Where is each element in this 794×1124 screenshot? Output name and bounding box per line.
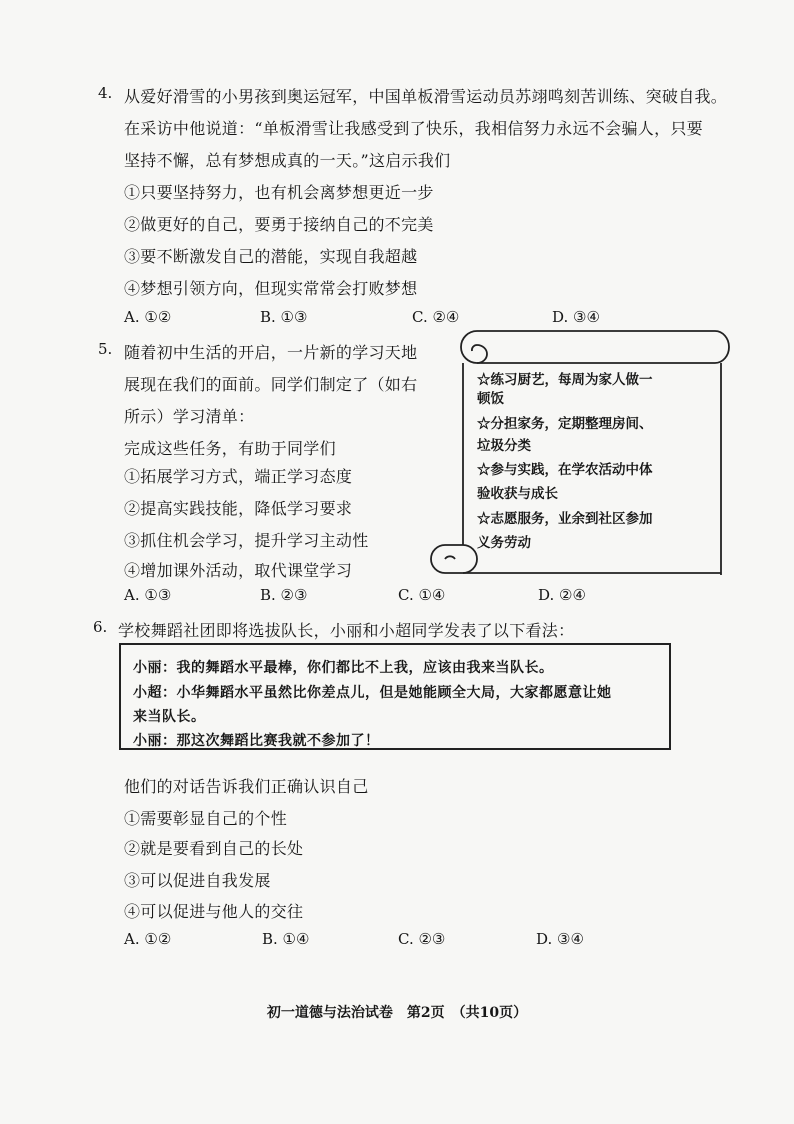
q5-option-a: A. ①③ bbox=[124, 586, 172, 604]
q5-option-c: C. ①④ bbox=[398, 586, 446, 604]
q6-item: ③可以促进自我发展 bbox=[124, 871, 271, 890]
scroll-frame bbox=[425, 327, 735, 582]
page-footer: 初一道德与法治试卷 第2页 （共10页） bbox=[266, 1005, 528, 1021]
q5-stem-line: 展现在我们的面前。同学们制定了（如右 bbox=[124, 375, 418, 394]
q4-number: 4. bbox=[98, 84, 113, 102]
q5-option-d: D. ②④ bbox=[538, 586, 586, 604]
q4-option-c: C. ②④ bbox=[412, 308, 460, 326]
dialogue-line: 小丽：我的舞蹈水平最棒，你们都比不上我，应该由我来当队长。 bbox=[133, 660, 554, 676]
q5-item: ③抓住机会学习，提升学习主动性 bbox=[124, 531, 369, 550]
q6-item: ④可以促进与他人的交往 bbox=[124, 902, 304, 921]
q6-option-a: A. ①② bbox=[124, 930, 172, 948]
q6-item: ②就是要看到自己的长处 bbox=[124, 839, 304, 858]
q4-option-b: B. ①③ bbox=[260, 308, 308, 326]
q4-stem-line: 坚持不懈，总有梦想成真的一天。”这启示我们 bbox=[124, 151, 451, 170]
q4-option-a: A. ①② bbox=[124, 308, 172, 326]
dialogue-line: 来当队长。 bbox=[133, 709, 206, 725]
q5-item: ④增加课外活动，取代课堂学习 bbox=[124, 561, 353, 580]
q5-stem-line: 所示）学习清单： bbox=[124, 407, 255, 426]
dialogue-box bbox=[119, 643, 671, 750]
q6-number: 6. bbox=[93, 618, 108, 636]
dialogue-line: 小丽：那这次舞蹈比赛我就不参加了！ bbox=[133, 733, 380, 749]
q6-stem: 学校舞蹈社团即将选拔队长，小丽和小超同学发表了以下看法： bbox=[118, 621, 575, 640]
q5-stem-line: 随着初中生活的开启，一片新的学习天地 bbox=[124, 343, 418, 362]
q6-item: ①需要彰显自己的个性 bbox=[124, 809, 288, 828]
checklist-line: ☆参与实践，在学农活动中体 bbox=[477, 462, 653, 478]
q4-item: ③要不断激发自己的潜能，实现自我超越 bbox=[124, 247, 418, 266]
q6-option-c: C. ②③ bbox=[398, 930, 446, 948]
checklist-line: 垃圾分类 bbox=[477, 438, 531, 454]
q6-option-d: D. ③④ bbox=[536, 930, 584, 948]
checklist-line: ☆练习厨艺，每周为家人做一 bbox=[477, 372, 653, 388]
q5-stem-line: 完成这些任务，有助于同学们 bbox=[124, 439, 336, 458]
checklist-line: 验收获与成长 bbox=[477, 486, 558, 502]
q4-stem-line: 在采访中他说道：“单板滑雪让我感受到了快乐，我相信努力永远不会骗人，只要 bbox=[124, 119, 703, 138]
q4-option-d: D. ③④ bbox=[552, 308, 600, 326]
dialogue-line: 小超：小华舞蹈水平虽然比你差点儿，但是她能顾全大局，大家都愿意让她 bbox=[133, 685, 612, 701]
checklist-line: 顿饭 bbox=[477, 391, 504, 407]
q5-item: ①拓展学习方式，端正学习态度 bbox=[124, 467, 353, 486]
checklist-line: 义务劳动 bbox=[477, 535, 531, 551]
q6-lead: 他们的对话告诉我们正确认识自己 bbox=[124, 777, 369, 796]
q4-item: ④梦想引领方向，但现实常常会打败梦想 bbox=[124, 279, 418, 298]
q5-option-b: B. ②③ bbox=[260, 586, 308, 604]
q5-item: ②提高实践技能，降低学习要求 bbox=[124, 499, 353, 518]
q6-option-b: B. ①④ bbox=[262, 930, 310, 948]
q5-number: 5. bbox=[98, 340, 113, 358]
q4-stem-line: 从爱好滑雪的小男孩到奥运冠军，中国单板滑雪运动员苏翊鸣刻苦训练、突破自我。 bbox=[124, 87, 728, 106]
q4-item: ①只要坚持努力，也有机会离梦想更近一步 bbox=[124, 183, 434, 202]
checklist-line: ☆分担家务，定期整理房间、 bbox=[477, 416, 653, 432]
checklist-line: ☆志愿服务，业余到社区参加 bbox=[477, 511, 653, 527]
q4-item: ②做更好的自己，要勇于接纳自己的不完美 bbox=[124, 215, 434, 234]
